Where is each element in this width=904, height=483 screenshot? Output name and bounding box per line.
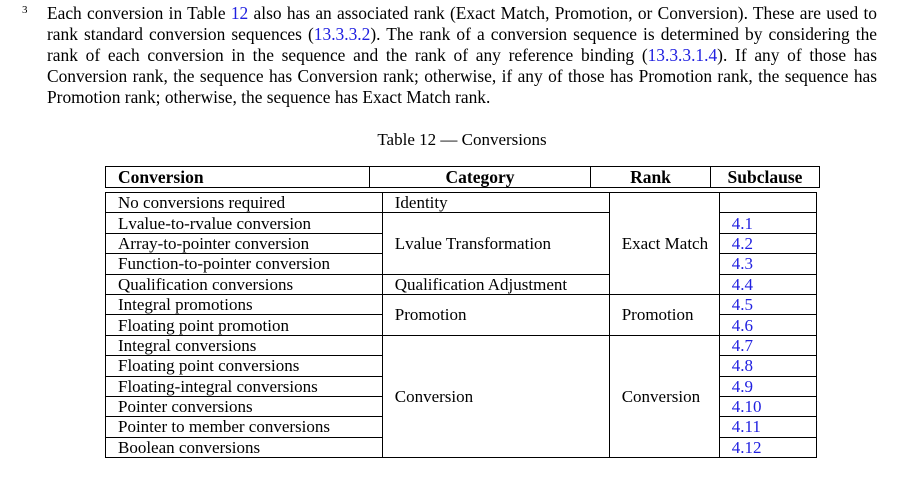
category-cell: Qualification Adjustment xyxy=(382,274,609,294)
table-row xyxy=(106,193,817,213)
text: Each conversion in Table xyxy=(47,3,231,23)
subclause-link[interactable]: 4.5 xyxy=(719,294,816,314)
rank-cell: Conversion xyxy=(609,335,719,457)
conversion-cell: Qualification conversions xyxy=(106,274,383,294)
subclause-link[interactable]: 4.2 xyxy=(719,233,816,253)
text: also has an associated rank (Exact Match, Promotion, or Conversion). These are used to rank standard conversion sequences ( xyxy=(47,3,877,44)
header-subclause: Subclause xyxy=(711,167,820,188)
subclause-link[interactable]: 4.10 xyxy=(719,396,816,416)
table-ref-link[interactable]: 12 xyxy=(230,3,249,23)
subclause-cell xyxy=(719,193,816,213)
conversion-cell: Lvalue-to-rvalue conversion xyxy=(106,213,383,233)
category-cell: Lvalue Transformation xyxy=(382,213,609,274)
text: ). The rank of a conversion sequence is determined by considering the rank of each conversion in the sequence and the rank of any reference binding ( xyxy=(47,24,877,65)
table-row xyxy=(106,335,817,355)
header-rank: Rank xyxy=(591,167,711,188)
conversion-cell: Floating-integral conversions xyxy=(106,376,383,396)
conversions-table xyxy=(105,192,817,458)
category-cell: Identity xyxy=(382,193,609,213)
conversion-cell: Integral promotions xyxy=(106,294,383,314)
subclause-link[interactable]: 4.3 xyxy=(719,254,816,274)
conversion-cell: Pointer conversions xyxy=(106,396,383,416)
subclause-link[interactable]: 4.11 xyxy=(719,417,816,437)
paragraph-number: 3 xyxy=(22,4,28,16)
conversion-cell: Boolean conversions xyxy=(106,437,383,457)
conversion-cell: No conversions required xyxy=(106,193,383,213)
conversion-cell: Function-to-pointer conversion xyxy=(106,254,383,274)
table-header xyxy=(105,166,820,188)
conversion-cell: Array-to-pointer conversion xyxy=(106,233,383,253)
header-category: Category xyxy=(370,167,591,188)
conversion-cell: Integral conversions xyxy=(106,335,383,355)
subclause-link[interactable]: 4.1 xyxy=(719,213,816,233)
subclause-link[interactable]: 4.12 xyxy=(719,437,816,457)
table-row xyxy=(106,294,817,314)
subclause-link[interactable]: 4.9 xyxy=(719,376,816,396)
rank-cell: Exact Match xyxy=(609,193,719,295)
paragraph-text xyxy=(47,3,877,108)
category-cell: Promotion xyxy=(382,294,609,335)
section-ref-link[interactable]: 13.3.3.1.4 xyxy=(647,45,718,65)
subclause-link[interactable]: 4.8 xyxy=(719,356,816,376)
subclause-link[interactable]: 4.7 xyxy=(719,335,816,355)
conversion-cell: Pointer to member conversions xyxy=(106,417,383,437)
table-caption: Table 12 — Conversions xyxy=(377,130,547,149)
category-cell: Conversion xyxy=(382,335,609,457)
subclause-link[interactable]: 4.6 xyxy=(719,315,816,335)
conversion-cell: Floating point promotion xyxy=(106,315,383,335)
rank-cell: Promotion xyxy=(609,294,719,335)
text: ). If any of those has Conversion rank, the sequence has Conversion rank; otherwise, if any of those has Promotion rank, the sequence has Promotion rank; otherwise, the sequence has Exact Match rank. xyxy=(47,45,877,107)
section-ref-link[interactable]: 13.3.3.2 xyxy=(313,24,371,44)
subclause-link[interactable]: 4.4 xyxy=(719,274,816,294)
header-conversion: Conversion xyxy=(106,167,370,188)
conversion-cell: Floating point conversions xyxy=(106,356,383,376)
